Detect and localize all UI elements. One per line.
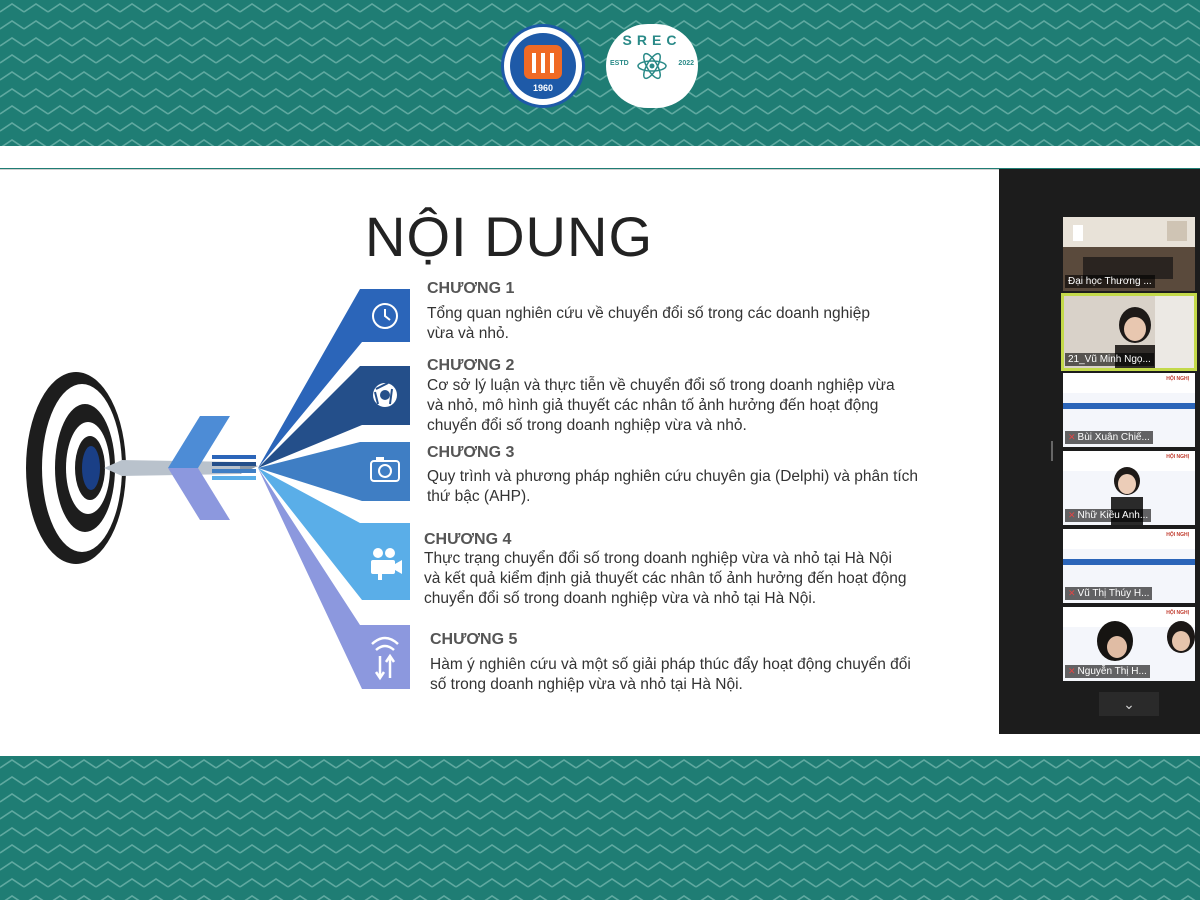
participant-name: ✕ Bùi Xuân Chiế... bbox=[1065, 431, 1153, 444]
chapter-4-text: Thực trạng chuyển đổi số trong doanh nghiệp vừa và nhỏ tại Hà Nội và kết quả kiểm định giả thuyết các nhân tố ảnh hưởng đến hoạt động chuyển đổi số trong doanh nghiệp vừa và nhỏ tại Hà Nội. bbox=[424, 550, 907, 607]
participants-panel bbox=[999, 169, 1200, 734]
participant-name: ✕ Vũ Thị Thúy H... bbox=[1065, 587, 1152, 600]
show-more-participants-button[interactable] bbox=[1099, 692, 1159, 716]
participant-tile[interactable]: HỘI NGHỊ ✕ Vũ Thị Thúy H... bbox=[1063, 529, 1195, 603]
zigzag-pattern bbox=[0, 0, 1200, 146]
chapter-5-text: Hàm ý nghiên cứu và một số giải pháp thúc đẩy hoạt động chuyển đổi số trong doanh nghiệp vừa và nhỏ tại Hà Nội. bbox=[430, 656, 911, 693]
chapter-1-text: Tổng quan nghiên cứu về chuyển đổi số trong các doanh nghiệp vừa và nhỏ. bbox=[427, 305, 870, 342]
srec-logo-estd: ESTD bbox=[610, 60, 629, 67]
participant-name: Đại học Thương ... bbox=[1065, 275, 1155, 288]
university-logo-year: 1960 bbox=[532, 83, 554, 93]
panel-resize-handle[interactable] bbox=[1051, 441, 1053, 461]
footer-banner bbox=[0, 756, 1200, 900]
divider-top bbox=[0, 146, 1200, 168]
participant-tile[interactable] bbox=[1063, 217, 1195, 291]
participant-name: ✕ Nhữ Kiều Anh... bbox=[1065, 509, 1151, 522]
muted-mic-icon: ✕ bbox=[1068, 666, 1076, 676]
university-logo bbox=[501, 24, 585, 108]
aperture-icon bbox=[373, 383, 397, 407]
chapter-4-title: CHƯƠNG 4 bbox=[424, 531, 512, 548]
chevron-down-icon: ⌄ bbox=[1123, 696, 1135, 712]
atom-icon bbox=[636, 50, 668, 82]
divider-bottom bbox=[0, 734, 1200, 756]
chapter-2-title: CHƯƠNG 2 bbox=[427, 357, 515, 374]
participant-tile[interactable]: HỘI NGHỊ ✕ Nguyễn Thị H... bbox=[1063, 607, 1195, 681]
muted-mic-icon: ✕ bbox=[1068, 432, 1076, 442]
participant-tile[interactable]: HỘI NGHỊ ✕ Nhữ Kiều Anh... bbox=[1063, 451, 1195, 525]
presentation-slide bbox=[0, 169, 999, 735]
srec-logo-year: 2022 bbox=[678, 60, 694, 67]
srec-logo bbox=[606, 24, 698, 108]
chapter-1-title: CHƯƠNG 1 bbox=[427, 280, 515, 297]
participant-tile[interactable]: HỘI NGHỊ ✕ Bùi Xuân Chiế... bbox=[1063, 373, 1195, 447]
muted-mic-icon: ✕ bbox=[1068, 510, 1076, 520]
chapter-3-text: Quy trình và phương pháp nghiên cứu chuyên gia (Delphi) và phân tích thứ bậc (AHP). bbox=[427, 468, 919, 505]
participant-tile-active[interactable] bbox=[1063, 295, 1195, 369]
participant-name: ✕ Nguyễn Thị H... bbox=[1065, 665, 1150, 678]
srec-logo-name: SREC bbox=[622, 32, 682, 48]
zigzag-pattern bbox=[0, 756, 1200, 900]
chapter-3-title: CHƯƠNG 3 bbox=[427, 444, 515, 461]
participant-name: 21_Vũ Minh Ngọ... bbox=[1065, 353, 1154, 366]
slide-title: NỘI DUNG bbox=[365, 205, 653, 268]
header-banner bbox=[0, 0, 1200, 146]
muted-mic-icon: ✕ bbox=[1068, 588, 1076, 598]
chapter-2-text: Cơ sở lý luận và thực tiễn về chuyển đổi số trong doanh nghiệp vừa và nhỏ, mô hình giả thuyết các nhân tố ảnh hưởng đến hoạt động chuyển đổi số trong doanh nghiệp vừa và nhỏ. bbox=[427, 377, 895, 434]
chapter-5-title: CHƯƠNG 5 bbox=[430, 631, 518, 648]
